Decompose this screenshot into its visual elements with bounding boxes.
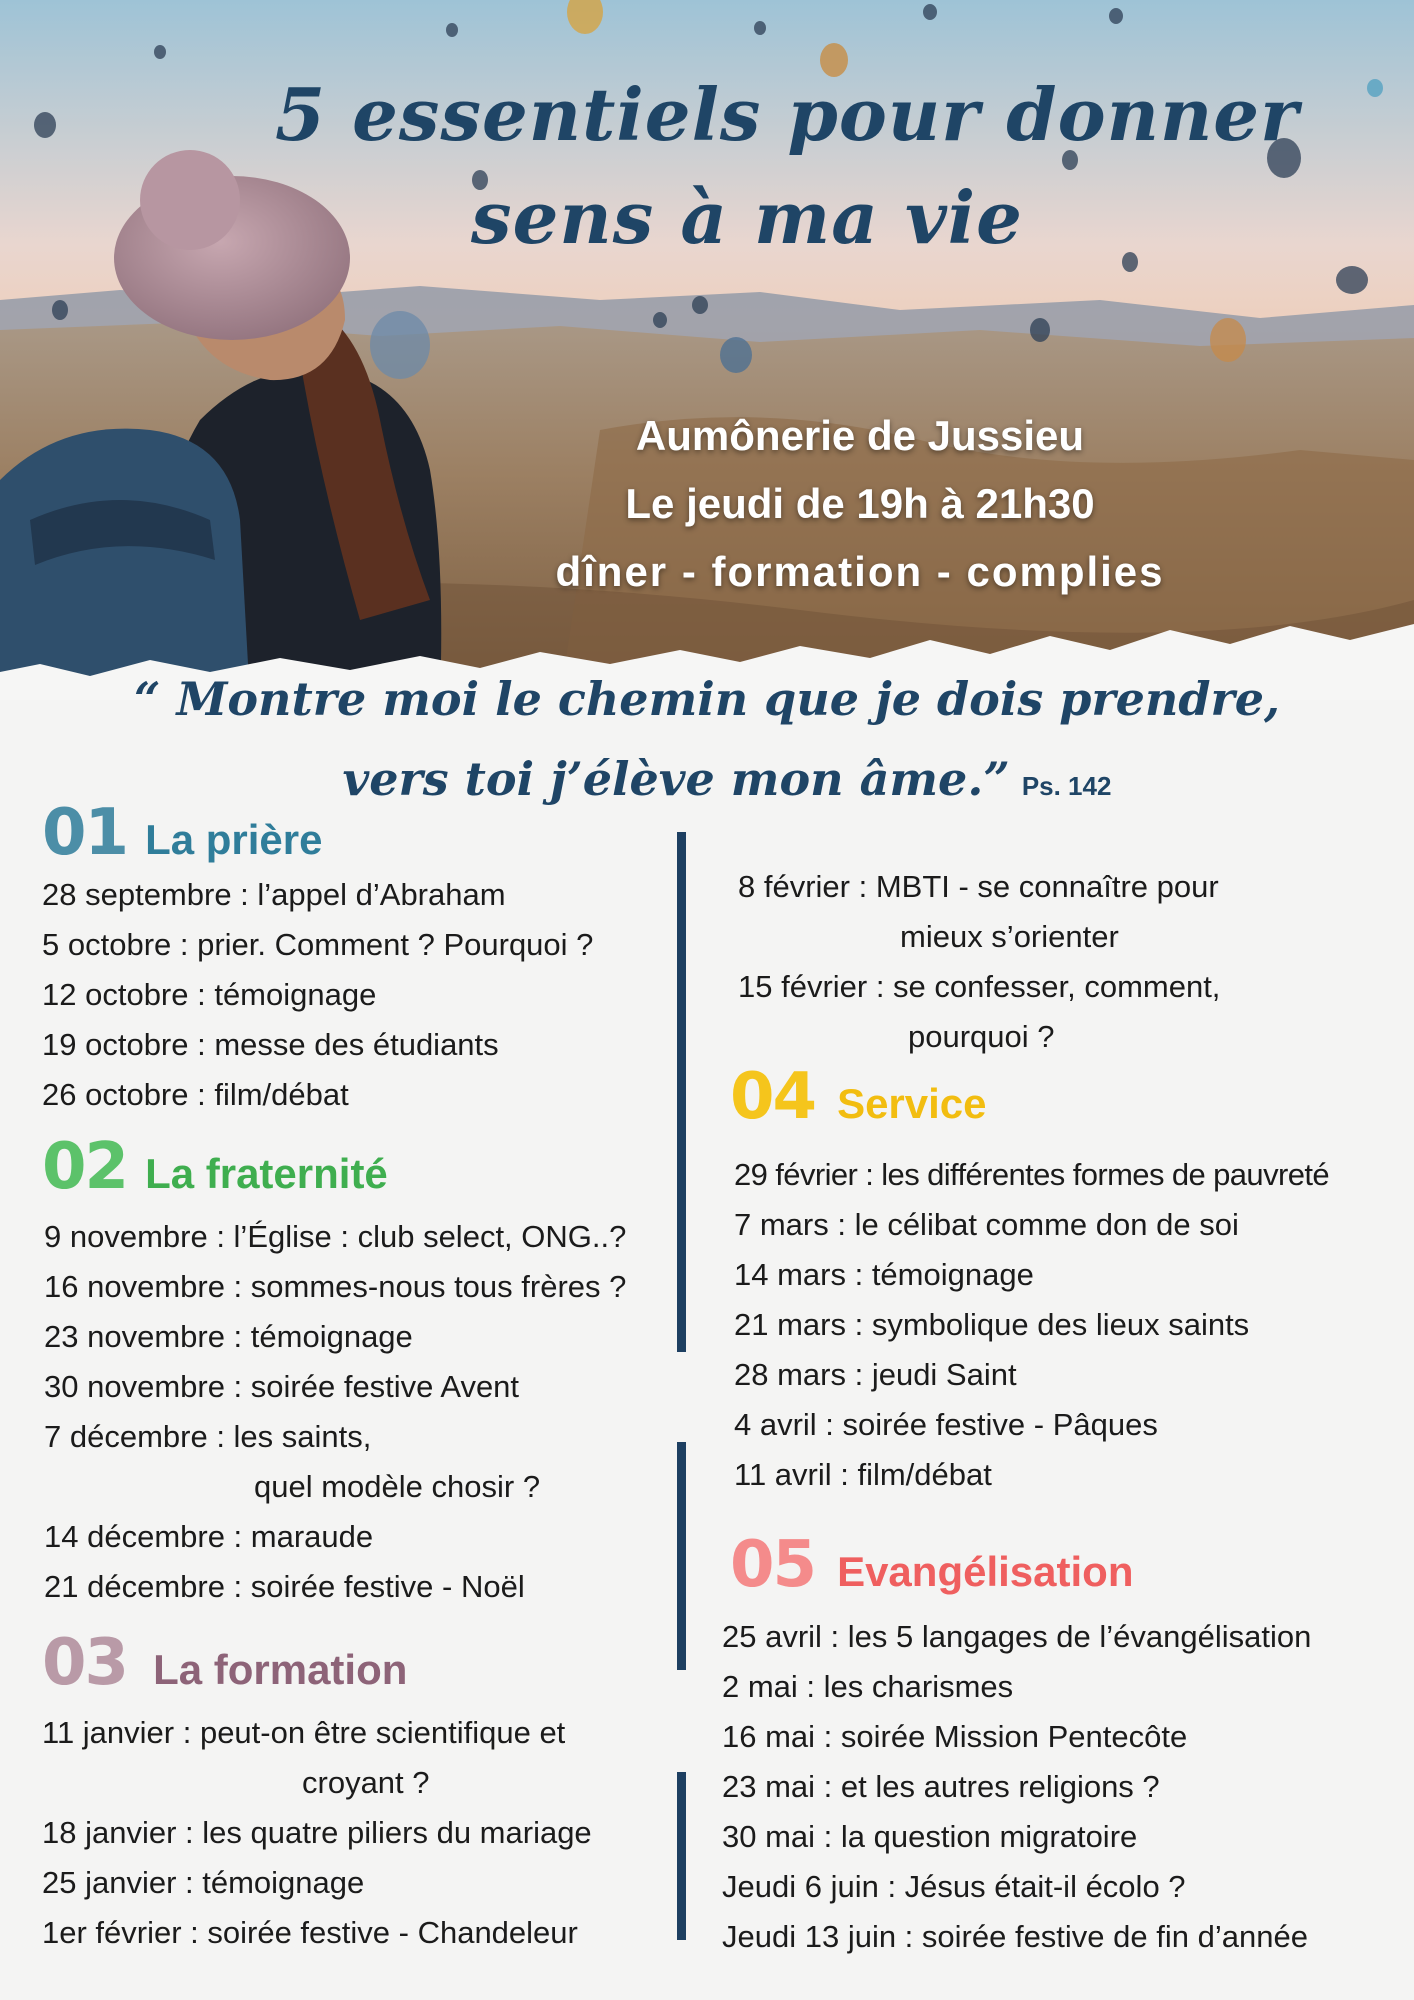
event-item: 7 mars : le célibat comme don de soi xyxy=(734,1207,1239,1242)
event-item: 30 mai : la question migratoire xyxy=(722,1819,1138,1854)
column-divider xyxy=(677,1442,686,1670)
column-divider xyxy=(677,832,686,1352)
event-item: 5 octobre : prier. Comment ? Pourquoi ? xyxy=(42,927,594,962)
poster-title-line2: sens à ma vie xyxy=(471,175,1023,260)
event-item-text: 11 janvier : peut-on être scientifique et xyxy=(42,1715,566,1750)
program-text: dîner - formation - complies xyxy=(555,548,1165,595)
event-item xyxy=(738,962,1220,1062)
event-list-formation xyxy=(42,1708,592,1958)
section-number: 02 xyxy=(42,1130,128,1204)
venue-text: Aumônerie de Jussieu xyxy=(635,412,1085,459)
event-item: 28 mars : jeudi Saint xyxy=(734,1357,1017,1392)
quote-line1: “ Montre moi le chemin que je dois prendre, xyxy=(133,672,1281,726)
event-item: 23 novembre : témoignage xyxy=(44,1319,413,1354)
event-item: 16 novembre : sommes-nous tous frères ? xyxy=(44,1269,627,1304)
event-item: 23 mai : et les autres religions ? xyxy=(722,1769,1160,1804)
event-item xyxy=(42,1708,592,1808)
event-list-priere xyxy=(42,870,593,1120)
section-title: Evangélisation xyxy=(837,1548,1134,1595)
event-item: 29 février : les différentes formes de pauvreté xyxy=(734,1157,1329,1192)
event-item: 14 décembre : maraude xyxy=(44,1519,374,1554)
event-item: Jeudi 13 juin : soirée festive de fin d’année xyxy=(722,1919,1308,1954)
event-item-text: 15 février : se confesser, comment, xyxy=(738,969,1221,1004)
column-divider xyxy=(677,1772,686,1940)
event-item: 1er février : soirée festive - Chandeleur xyxy=(42,1915,578,1950)
section-number: 03 xyxy=(42,1626,128,1700)
poster-title-line1: 5 essentiels pour donner xyxy=(274,72,1300,157)
event-list-service xyxy=(734,1150,1329,1500)
schedule-text: Le jeudi de 19h à 21h30 xyxy=(625,480,1095,527)
section-title: Service xyxy=(837,1080,987,1127)
event-item: 25 janvier : témoignage xyxy=(42,1865,365,1900)
event-item: Jeudi 6 juin : Jésus était-il écolo ? xyxy=(722,1869,1186,1904)
section-header-service xyxy=(730,1060,987,1134)
event-list-formation-cont xyxy=(738,862,1220,1062)
event-list-fraternite xyxy=(44,1212,626,1612)
event-item xyxy=(738,862,1220,962)
section-header-evangelisation xyxy=(730,1528,1133,1602)
event-item: 18 janvier : les quatre piliers du mariage xyxy=(42,1815,592,1850)
event-item: 11 avril : film/débat xyxy=(734,1457,992,1492)
section-number: 01 xyxy=(42,796,128,870)
quote-line2-text: vers toi j’élève mon âme.” xyxy=(342,752,1010,806)
event-item: 19 octobre : messe des étudiants xyxy=(42,1027,499,1062)
event-item-continuation: croyant ? xyxy=(302,1765,430,1800)
event-item: 2 mai : les charismes xyxy=(722,1669,1014,1704)
event-item-text: 8 février : MBTI - se connaître pour xyxy=(738,869,1219,904)
event-item xyxy=(44,1412,626,1512)
event-item: 4 avril : soirée festive - Pâques xyxy=(734,1407,1158,1442)
event-item-text: 7 décembre : les saints, xyxy=(44,1419,372,1454)
event-item-continuation: pourquoi ? xyxy=(908,1019,1055,1054)
quote-reference: Ps. 142 xyxy=(1021,771,1112,801)
event-item: 12 octobre : témoignage xyxy=(42,977,377,1012)
event-item: 21 mars : symbolique des lieux saints xyxy=(734,1307,1250,1342)
section-title: La prière xyxy=(145,816,323,863)
section-header-formation xyxy=(42,1626,407,1700)
event-item: 26 octobre : film/débat xyxy=(42,1077,349,1112)
event-item-continuation: mieux s’orienter xyxy=(900,919,1119,954)
event-item-continuation: quel modèle chosir ? xyxy=(254,1469,541,1504)
event-item: 30 novembre : soirée festive Avent xyxy=(44,1369,520,1404)
event-item: 16 mai : soirée Mission Pentecôte xyxy=(722,1719,1188,1754)
event-item: 25 avril : les 5 langages de l’évangélisation xyxy=(722,1619,1312,1654)
section-header-priere xyxy=(42,796,322,870)
section-title: La fraternité xyxy=(145,1150,388,1197)
section-number: 04 xyxy=(730,1060,816,1134)
section-number: 05 xyxy=(730,1528,816,1602)
event-item: 14 mars : témoignage xyxy=(734,1257,1034,1292)
event-list-evangelisation xyxy=(722,1612,1311,1962)
section-title: La formation xyxy=(153,1646,408,1693)
section-header-fraternite xyxy=(42,1130,388,1204)
event-item: 28 septembre : l’appel d’Abraham xyxy=(42,877,506,912)
event-item: 21 décembre : soirée festive - Noël xyxy=(44,1569,525,1604)
event-item: 9 novembre : l’Église : club select, ONG..? xyxy=(44,1219,627,1254)
